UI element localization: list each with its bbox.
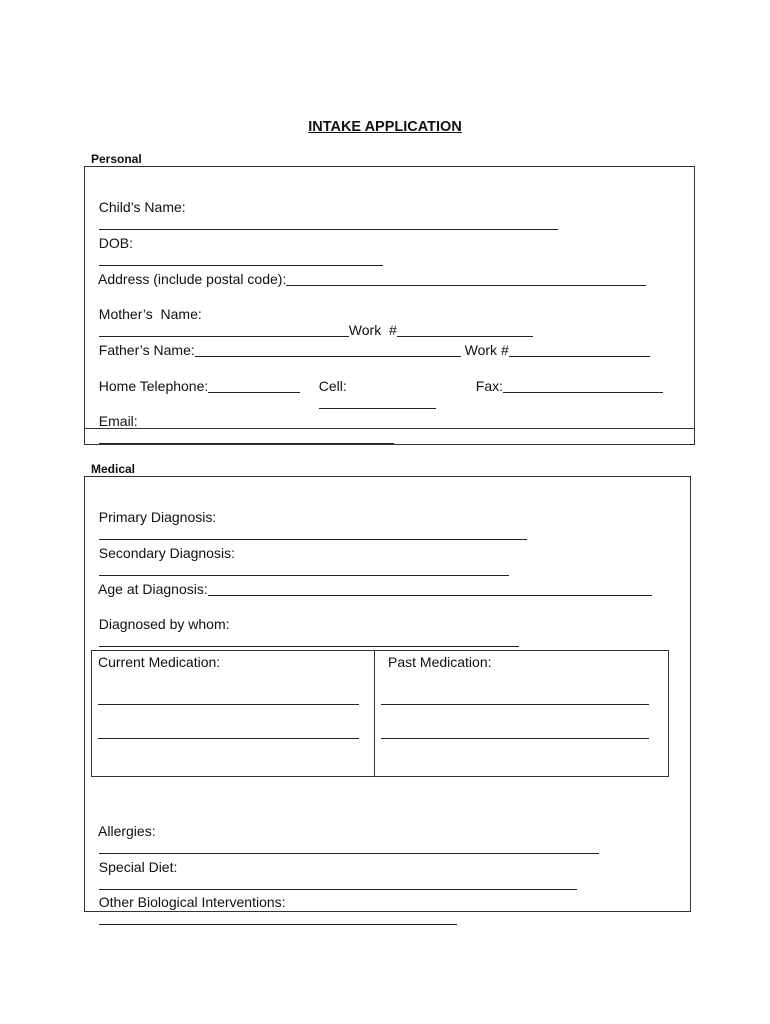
fax-field[interactable] [503, 380, 663, 393]
email-row [91, 397, 394, 445]
medication-table-divider [374, 651, 375, 776]
diagnosed-by-field[interactable] [99, 634, 519, 647]
phone-row [91, 362, 300, 394]
fathers-name-field[interactable] [195, 344, 461, 357]
fathers-name-label: Father’s Name: [98, 342, 195, 358]
form-title: INTAKE APPLICATION [308, 119, 462, 135]
other-interventions-label: Other Biological Interventions: [98, 894, 286, 910]
fathers-row [91, 326, 650, 358]
dob-label: DOB: [98, 235, 134, 251]
childs-name-label: Child’s Name: [98, 199, 186, 215]
email-label: Email: [98, 413, 138, 429]
mothers-work-label: Work # [348, 322, 397, 338]
current-medication-label: Current Medication: [98, 654, 221, 670]
special-diet-label: Special Diet: [98, 859, 178, 875]
allergies-label: Allergies: [98, 823, 156, 839]
age-at-diagnosis-label: Age at Diagnosis: [98, 581, 208, 597]
other-interventions-field[interactable] [99, 912, 457, 925]
current-medication-field-1[interactable] [98, 704, 359, 705]
fathers-work-field[interactable] [509, 344, 650, 357]
medical-section-label: Medical [91, 462, 136, 476]
personal-section-label: Personal [91, 152, 142, 166]
medication-table [91, 650, 669, 777]
diagnosed-by-row [91, 600, 519, 648]
age-at-diagnosis-row [91, 565, 652, 597]
home-telephone-field[interactable] [208, 380, 300, 393]
current-medication-field-2[interactable] [98, 738, 359, 739]
home-telephone-label: Home Telephone: [98, 378, 209, 394]
cell-label: Cell: [318, 378, 347, 394]
past-medication-field-1[interactable] [381, 704, 649, 705]
fax-row [468, 362, 663, 394]
diagnosed-by-label: Diagnosed by whom: [98, 616, 230, 632]
primary-diagnosis-label: Primary Diagnosis: [98, 509, 217, 525]
mothers-name-label: Mother’s Name: [98, 306, 202, 322]
past-medication-label: Past Medication: [388, 654, 492, 670]
fathers-work-label: Work # [460, 342, 509, 358]
address-label: Address (include postal code): [98, 271, 287, 287]
fax-label: Fax: [475, 378, 504, 394]
past-medication-field-2[interactable] [381, 738, 649, 739]
address-field[interactable] [286, 273, 646, 286]
secondary-diagnosis-label: Secondary Diagnosis: [98, 545, 235, 561]
other-interventions-row [91, 878, 457, 926]
email-field[interactable] [99, 431, 394, 444]
address-row [91, 255, 646, 287]
age-at-diagnosis-field[interactable] [208, 583, 652, 596]
